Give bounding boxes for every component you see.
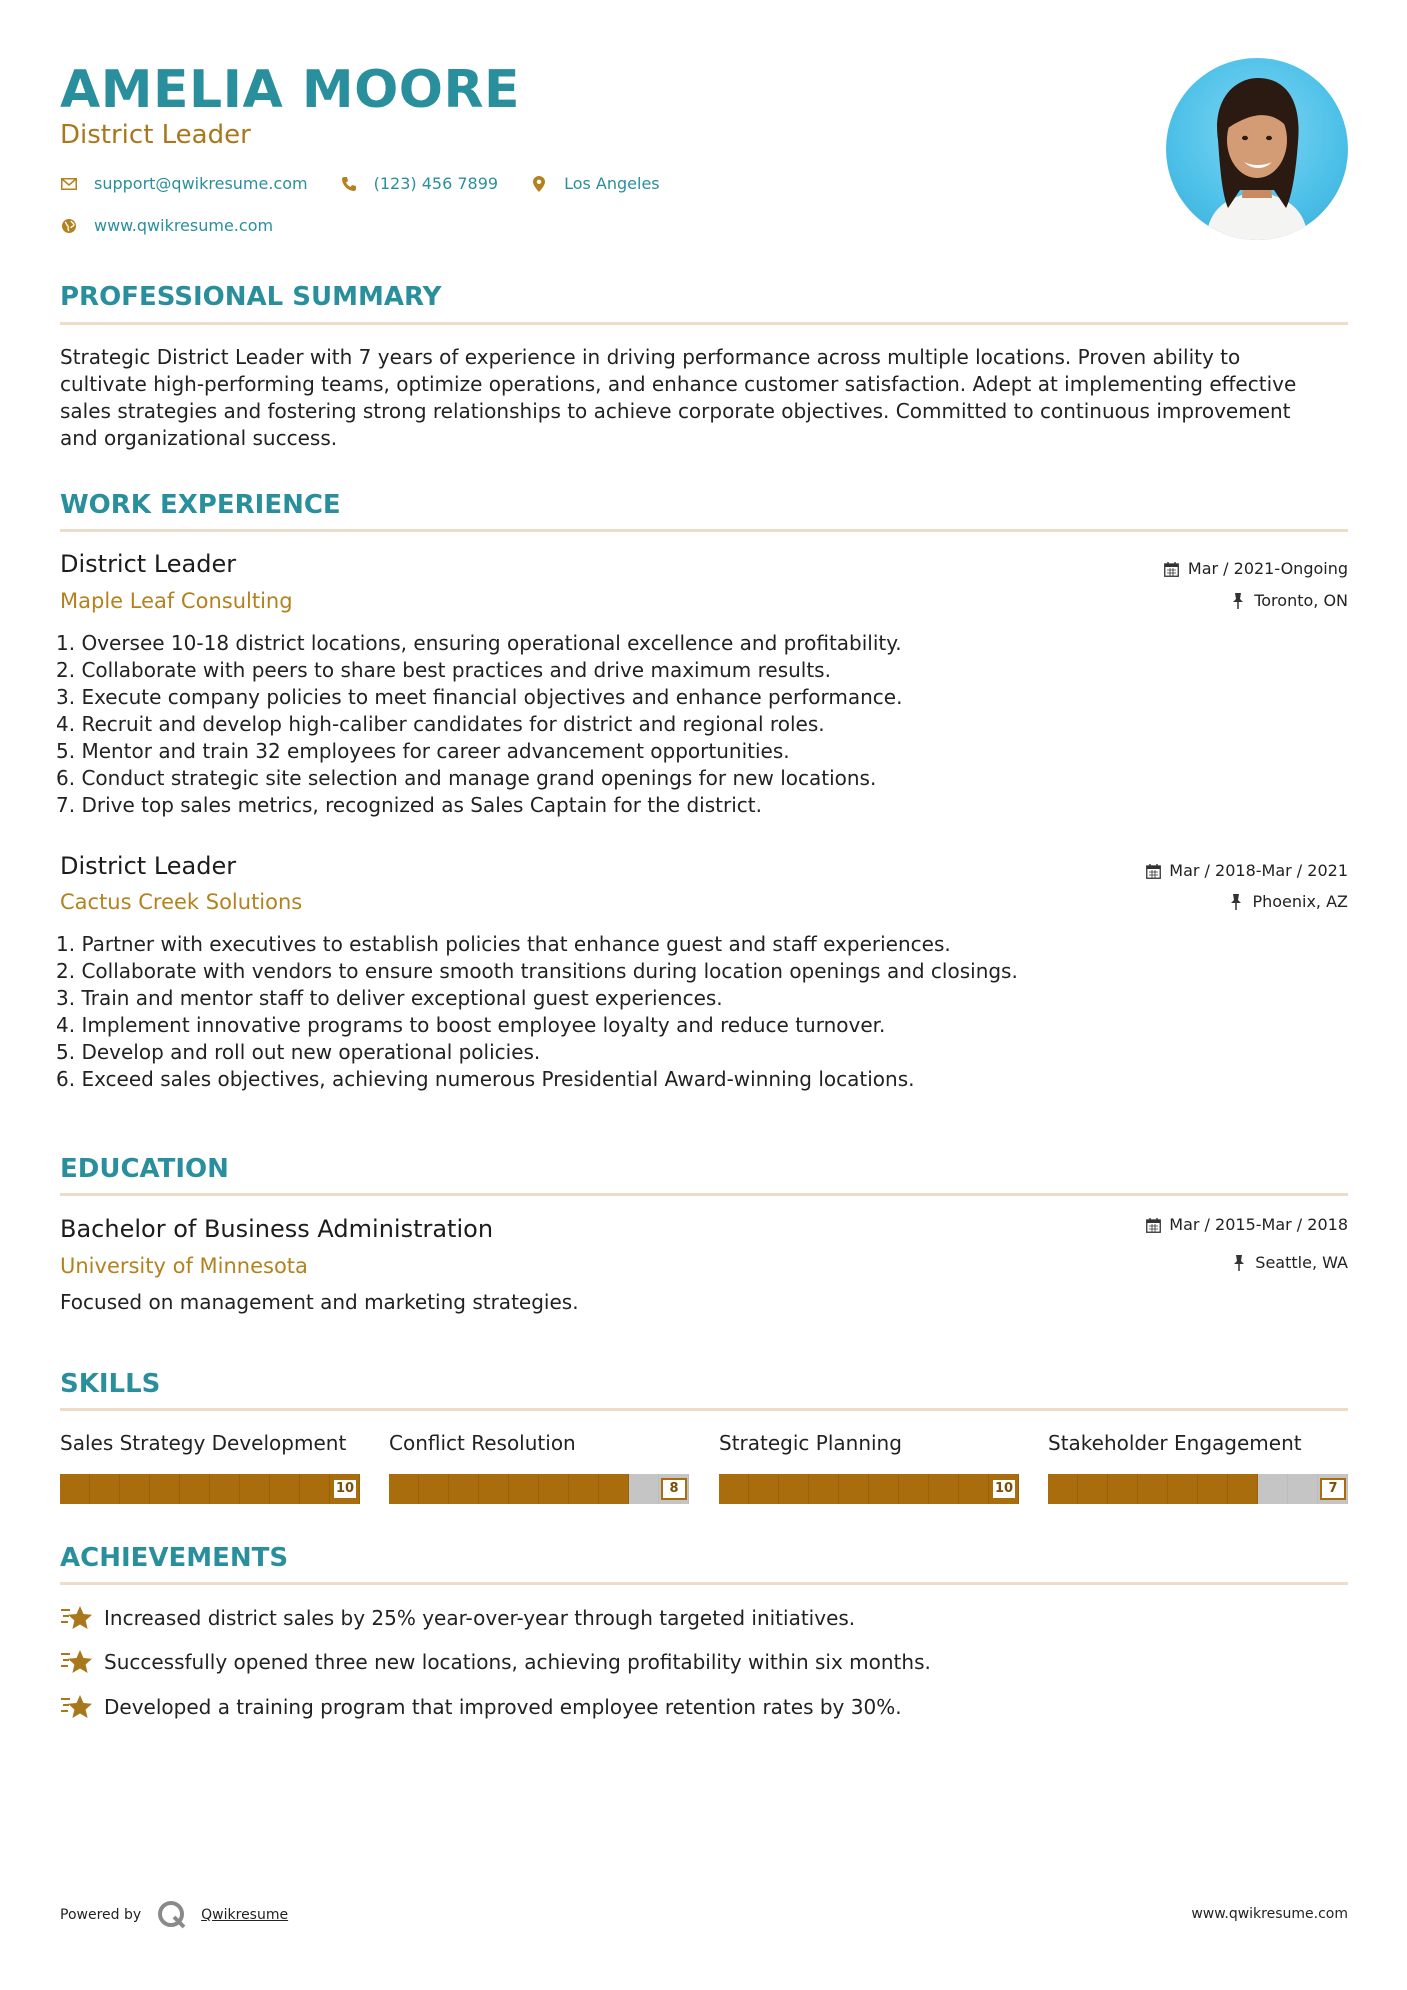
skill-bar-segment [389, 1474, 419, 1504]
skill-bar-segment [959, 1474, 989, 1504]
qwikresume-link[interactable]: Qwikresume [201, 1907, 289, 1923]
skill-bar [60, 1474, 360, 1504]
list-item: 2. Collaborate with vendors to ensure smooth transitions during location openings and closings. [56, 959, 1018, 983]
skill-bar-segment [1288, 1474, 1318, 1504]
list-item: 6. Conduct strategic site selection and manage grand openings for new locations. [56, 766, 877, 790]
skill-bar-segment [749, 1474, 779, 1504]
skill-bar-segment [90, 1474, 120, 1504]
skill-bar-segment [509, 1474, 539, 1504]
footer-website[interactable]: www.qwikresume.com [1191, 1906, 1348, 1922]
skill-name: Stakeholder Engagement [1048, 1431, 1302, 1455]
contact-website[interactable] [60, 216, 273, 235]
skill-name: Strategic Planning [719, 1431, 902, 1455]
envelope-icon [60, 175, 78, 193]
list-item: 5. Develop and roll out new operational policies. [56, 1040, 541, 1064]
email-text: support@qwikresume.com [94, 174, 308, 193]
globe-icon [60, 217, 78, 235]
job-dates [1164, 558, 1348, 580]
education-heading: EDUCATION [60, 1154, 229, 1184]
list-item: 3. Execute company policies to meet financial objectives and enhance performance. [56, 685, 903, 709]
calendar-icon [1164, 561, 1180, 577]
contact-email[interactable] [60, 174, 308, 193]
skill-item [60, 1430, 360, 1496]
job-bullets [56, 630, 902, 819]
candidate-name: AMELIA MOORE [60, 60, 521, 120]
achievement-text: Increased district sales by 25% year-over-year through targeted initiatives. [104, 1606, 856, 1630]
list-item: 1. Partner with executives to establish policies that enhance guest and staff experiences. [56, 932, 951, 956]
skill-bar-segment [1108, 1474, 1138, 1504]
phone-text: (123) 456 7899 [373, 174, 499, 193]
skill-bar-segment [479, 1474, 509, 1504]
skill-bar-segment [270, 1474, 300, 1504]
job-title: District Leader [60, 550, 237, 578]
candidate-title: District Leader [60, 120, 251, 150]
contact-row-web [60, 216, 305, 235]
achievement-item [60, 1604, 855, 1632]
job-company: Cactus Creek Solutions [60, 890, 303, 914]
skill-bar-segment [1048, 1474, 1078, 1504]
skill-bar-segment [150, 1474, 180, 1504]
location-text: Los Angeles [564, 174, 660, 193]
experience-heading: WORK EXPERIENCE [60, 490, 341, 520]
skill-item [1048, 1430, 1348, 1496]
powered-by-label: Powered by [60, 1907, 142, 1923]
section-divider [60, 1193, 1348, 1196]
education-description: Focused on management and marketing strategies. [60, 1290, 579, 1314]
skill-bar-segment [539, 1474, 569, 1504]
skill-bar-segment [120, 1474, 150, 1504]
location-text: Toronto, ON [1254, 591, 1348, 610]
skill-bar-segment [839, 1474, 869, 1504]
skill-bar-segment [929, 1474, 959, 1504]
job-location [1230, 590, 1348, 612]
section-divider [60, 1582, 1348, 1585]
section-divider [60, 529, 1348, 532]
skill-bar-segment [419, 1474, 449, 1504]
skill-bar [389, 1474, 689, 1504]
skill-bar-segment [1258, 1474, 1288, 1504]
phone-icon [340, 175, 358, 193]
job-location [1228, 891, 1348, 913]
contact-row [60, 174, 692, 193]
achievement-item [60, 1648, 931, 1676]
star-icon [60, 1693, 94, 1721]
education-dates [1145, 1214, 1348, 1236]
location-text: Seattle, WA [1255, 1253, 1348, 1272]
skill-item [719, 1430, 1019, 1496]
star-icon [60, 1648, 94, 1676]
pushpin-icon [1231, 1255, 1247, 1271]
list-item: 7. Drive top sales metrics, recognized as Sales Captain for the district. [56, 793, 762, 817]
dates-text: Mar / 2015-Mar / 2018 [1169, 1215, 1348, 1234]
list-item: 2. Collaborate with peers to share best practices and drive maximum results. [56, 658, 831, 682]
skill-score: 10 [332, 1478, 358, 1500]
education-location [1231, 1252, 1348, 1274]
skill-bar-segment [240, 1474, 270, 1504]
list-item: 4. Implement innovative programs to boost employee loyalty and reduce turnover. [56, 1013, 886, 1037]
list-item: 3. Train and mentor staff to deliver exceptional guest experiences. [56, 986, 723, 1010]
qwikresume-logo-icon [157, 1900, 187, 1930]
summary-text: Strategic District Leader with 7 years of experience in driving performance across multiple locations. Proven ability to cultivate high-performing teams, optimize operations, and enhance customer satisfaction. Adept at implementing effective sales strategies and fostering strong relationships to achieve corporate objectives. Committed to continuous improvement and organizational success. [60, 345, 1297, 450]
calendar-icon [1145, 863, 1161, 879]
skill-bar-segment [869, 1474, 899, 1504]
dates-text: Mar / 2018-Mar / 2021 [1169, 861, 1348, 880]
section-divider [60, 1408, 1348, 1411]
degree: Bachelor of Business Administration [60, 1215, 494, 1243]
skill-bar-segment [210, 1474, 240, 1504]
skill-bar-segment [449, 1474, 479, 1504]
skill-bar-segment [1138, 1474, 1168, 1504]
star-icon [60, 1604, 94, 1632]
list-item: 5. Mentor and train 32 employees for career advancement opportunities. [56, 739, 790, 763]
skill-bar [719, 1474, 1019, 1504]
pushpin-icon [1228, 894, 1244, 910]
skill-bar-segment [629, 1474, 659, 1504]
summary-heading: PROFESSIONAL SUMMARY [60, 282, 442, 312]
skill-bar-segment [1168, 1474, 1198, 1504]
pushpin-icon [1230, 593, 1246, 609]
section-divider [60, 322, 1348, 325]
achievement-text: Successfully opened three new locations, achieving profitability within six months. [104, 1650, 931, 1674]
achievement-text: Developed a training program that improved employee retention rates by 30%. [104, 1695, 902, 1719]
dates-text: Mar / 2021-Ongoing [1187, 559, 1348, 578]
location-text: Phoenix, AZ [1252, 892, 1348, 911]
skill-bar [1048, 1474, 1348, 1504]
job-company: Maple Leaf Consulting [60, 589, 293, 613]
profile-photo [1166, 58, 1348, 240]
skills-heading: SKILLS [60, 1369, 161, 1399]
school: University of Minnesota [60, 1254, 308, 1278]
achievements-heading: ACHIEVEMENTS [60, 1543, 289, 1573]
skill-bar-segment [899, 1474, 929, 1504]
skill-bar-segment [1198, 1474, 1228, 1504]
website-text: www.qwikresume.com [94, 216, 274, 235]
contact-location [530, 174, 660, 193]
job-dates [1145, 860, 1348, 882]
skill-bar-segment [180, 1474, 210, 1504]
list-item: 1. Oversee 10-18 district locations, ensuring operational excellence and profitability. [56, 631, 902, 655]
skill-bar-segment [779, 1474, 809, 1504]
skill-bar-segment [1228, 1474, 1258, 1504]
skill-bar-segment [599, 1474, 629, 1504]
skill-item [389, 1430, 689, 1496]
skill-name: Sales Strategy Development [60, 1431, 347, 1455]
skill-bar-segment [60, 1474, 90, 1504]
job-bullets [56, 931, 1018, 1093]
skill-bar-segment [300, 1474, 330, 1504]
skill-score: 7 [1320, 1478, 1346, 1500]
job-title: District Leader [60, 852, 237, 880]
calendar-icon [1145, 1217, 1161, 1233]
skill-score: 10 [991, 1478, 1017, 1500]
footer-branding [60, 1900, 288, 1930]
map-pin-icon [530, 175, 548, 193]
resume-page [56, 0, 1348, 1990]
skill-score: 8 [661, 1478, 687, 1500]
contact-phone[interactable] [340, 174, 498, 193]
list-item: 4. Recruit and develop high-caliber candidates for district and regional roles. [56, 712, 825, 736]
skill-bar-segment [809, 1474, 839, 1504]
skill-name: Conflict Resolution [389, 1431, 576, 1455]
skill-bar-segment [1078, 1474, 1108, 1504]
skill-bar-segment [569, 1474, 599, 1504]
achievement-item [60, 1693, 902, 1721]
skill-bar-segment [719, 1474, 749, 1504]
list-item: 6. Exceed sales objectives, achieving numerous Presidential Award-winning locations. [56, 1067, 915, 1091]
